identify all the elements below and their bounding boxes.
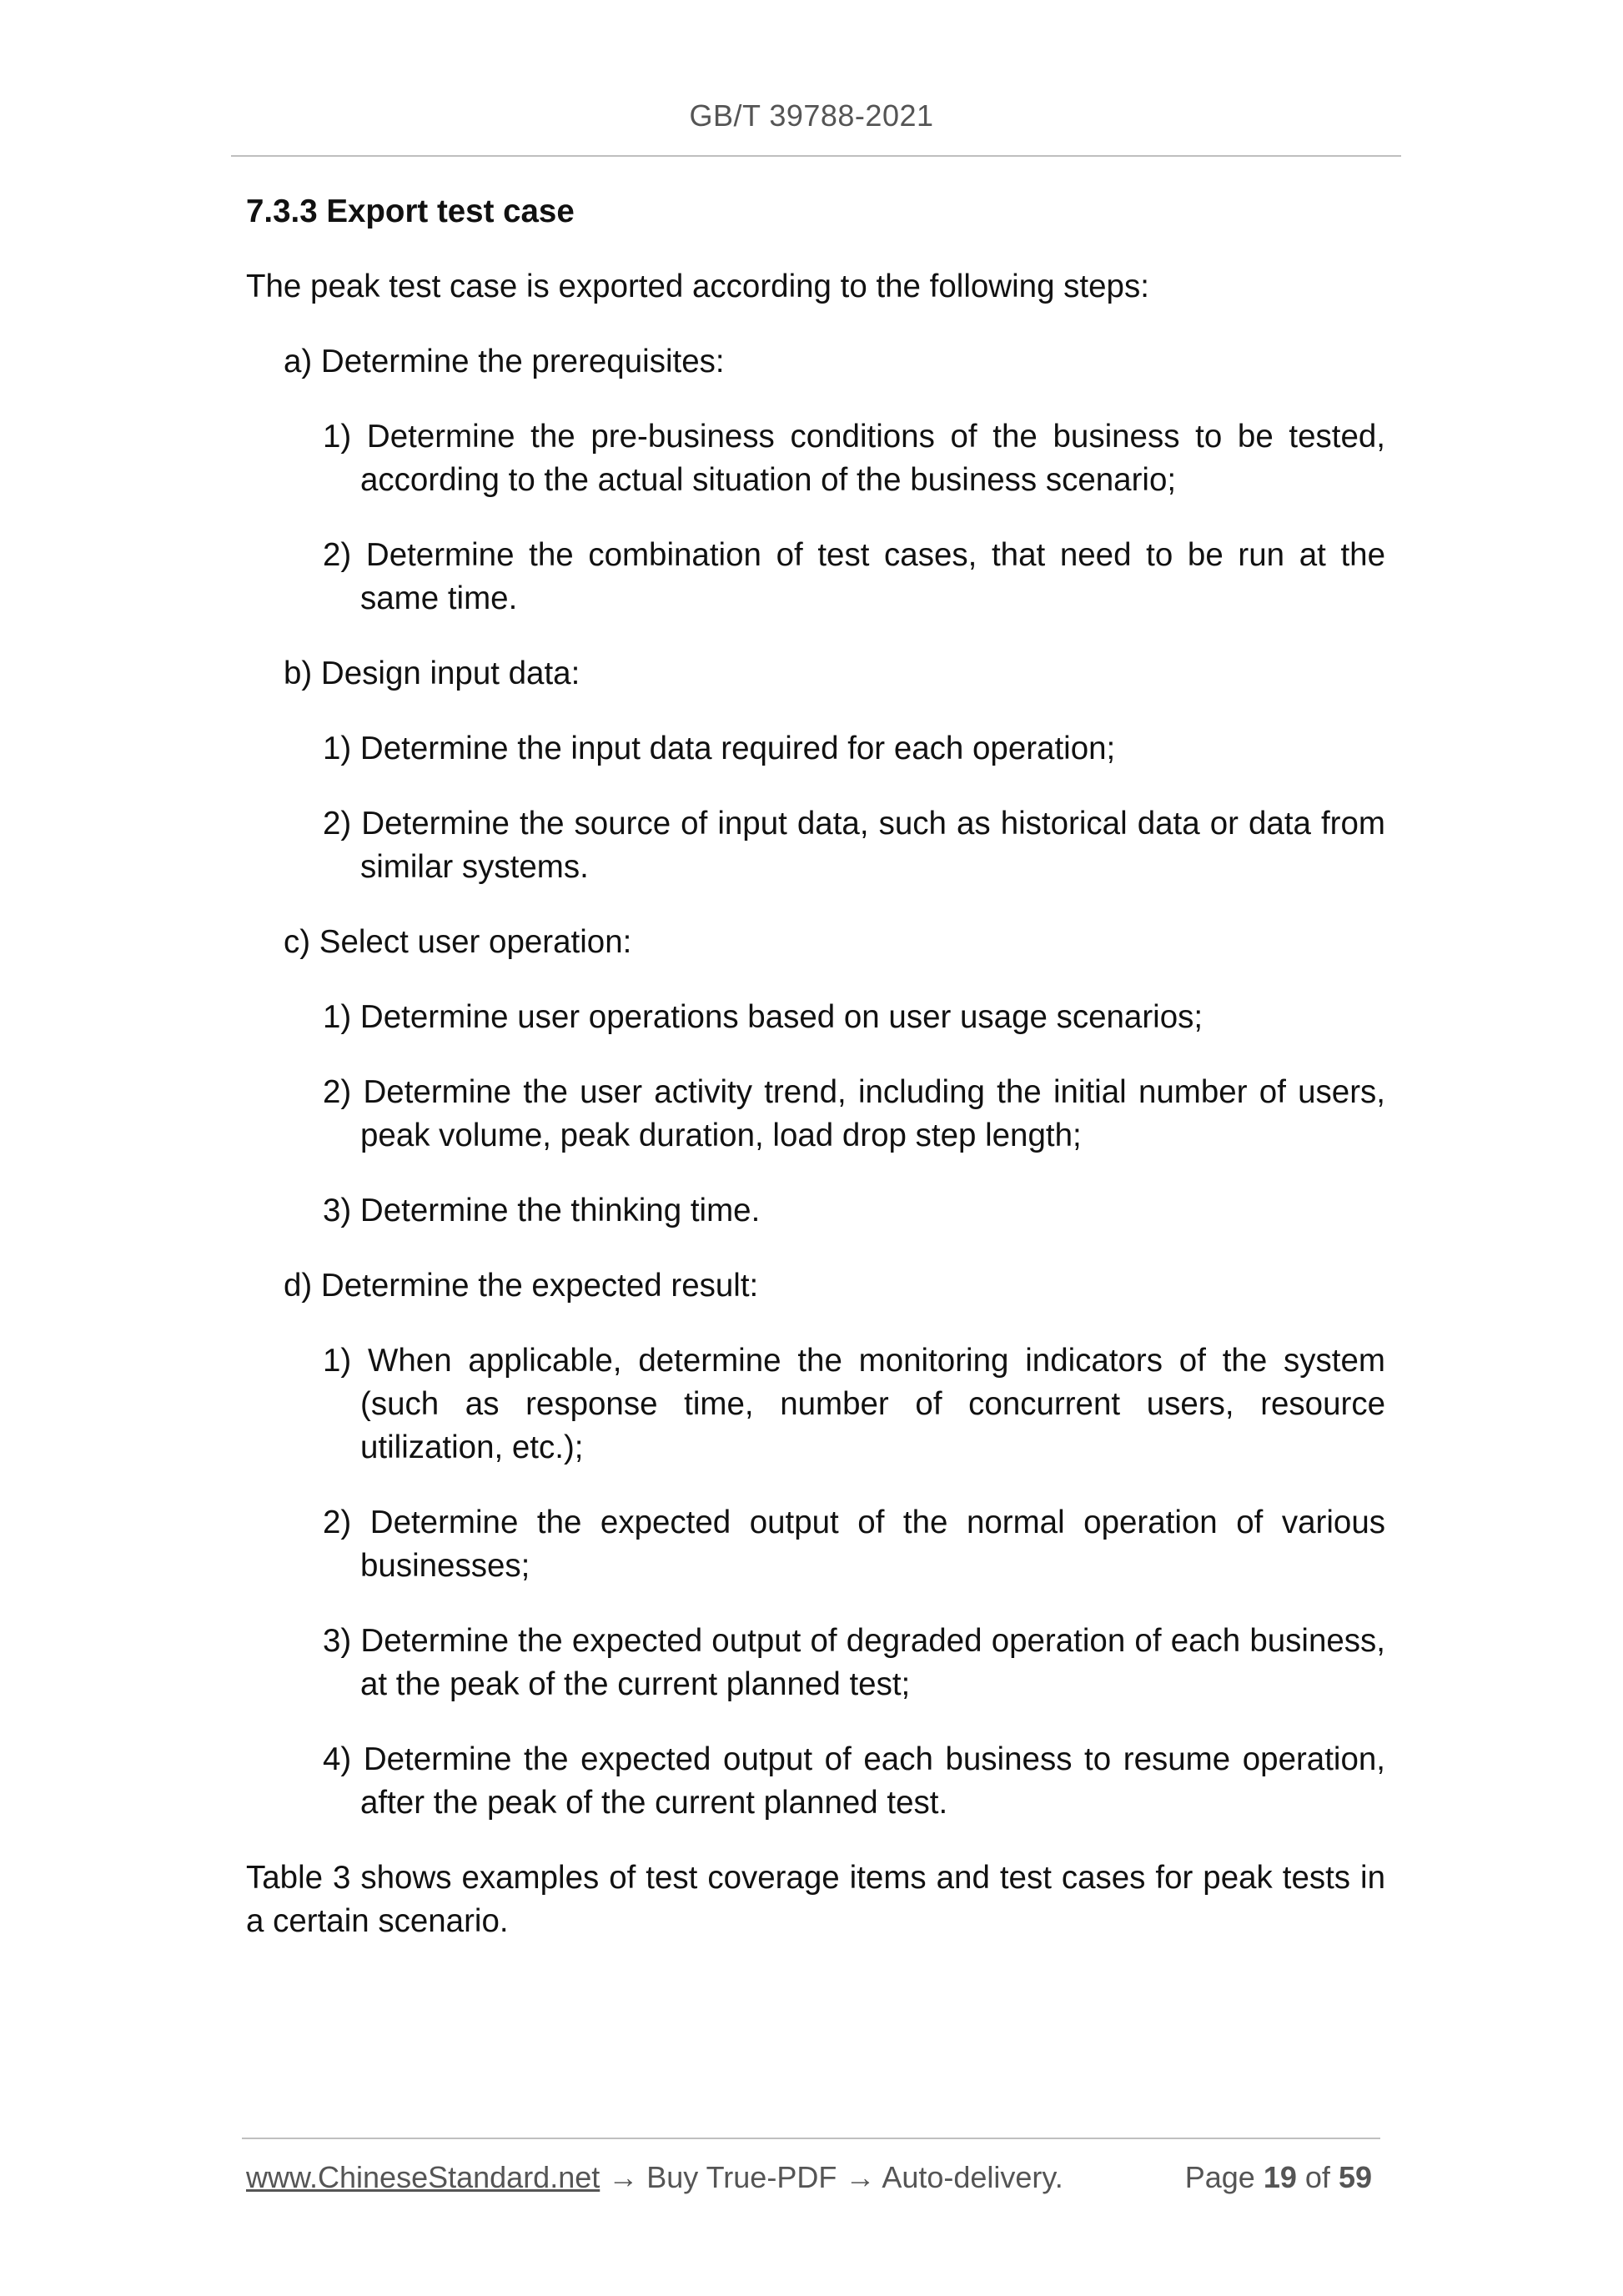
list-subitem-b1: 1) Determine the input data required for each operation; <box>323 731 1116 766</box>
footer-promo-text: → Buy True-PDF → Auto-delivery. <box>600 2160 1063 2194</box>
list-subitem-c1: 1) Determine user operations based on user usage scenarios; <box>323 999 1203 1035</box>
page-word: Page <box>1184 2160 1255 2194</box>
document-id-header: GB/T 39788-2021 <box>689 98 934 133</box>
website-link[interactable]: www.ChineseStandard.net <box>246 2160 600 2194</box>
of-word: of <box>1304 2160 1330 2194</box>
list-subitem-c3: 3) Determine the thinking time. <box>323 1193 761 1228</box>
list-subitem-d1: 1) When applicable, determine the monitoring indicators of the system (such as response time, number of concurrent users, resource utilization, etc.); <box>323 1343 1385 1465</box>
list-item-b: b) Design input data: <box>284 656 580 691</box>
list-subitem-a1: 1) Determine the pre-business conditions of the business to be tested, according to the actual situation of the business scenario; <box>323 419 1385 498</box>
page-indicator <box>1185 2160 1372 2195</box>
list-subitem-d3: 3) Determine the expected output of degraded operation of each business, at the peak of the current planned test; <box>323 1623 1385 1702</box>
section-heading: 7.3.3 Export test case <box>246 193 575 229</box>
list-item-c: c) Select user operation: <box>284 924 632 960</box>
closing-paragraph: Table 3 shows examples of test coverage items and test cases for peak tests in a certain scenario. <box>246 1860 1385 1939</box>
header-divider <box>231 155 1401 157</box>
current-page-number: 19 <box>1263 2160 1297 2194</box>
list-subitem-c2: 2) Determine the user activity trend, including the initial number of users, peak volume, peak duration, load drop step length; <box>323 1074 1385 1153</box>
list-item-d: d) Determine the expected result: <box>284 1268 759 1304</box>
footer-divider <box>242 2138 1380 2139</box>
footer-promo <box>246 2160 1063 2195</box>
list-subitem-d2: 2) Determine the expected output of the normal operation of various businesses; <box>323 1505 1385 1584</box>
intro-paragraph: The peak test case is exported according to the following steps: <box>246 269 1149 304</box>
list-subitem-a2: 2) Determine the combination of test cases, that need to be run at the same time. <box>323 537 1385 616</box>
list-item-a: a) Determine the prerequisites: <box>284 344 725 379</box>
list-subitem-d4: 4) Determine the expected output of each business to resume operation, after the peak of the current planned test. <box>323 1741 1385 1821</box>
total-pages-number: 59 <box>1338 2160 1372 2194</box>
list-subitem-b2: 2) Determine the source of input data, such as historical data or data from similar systems. <box>323 806 1385 885</box>
page-body <box>246 190 1385 1975</box>
